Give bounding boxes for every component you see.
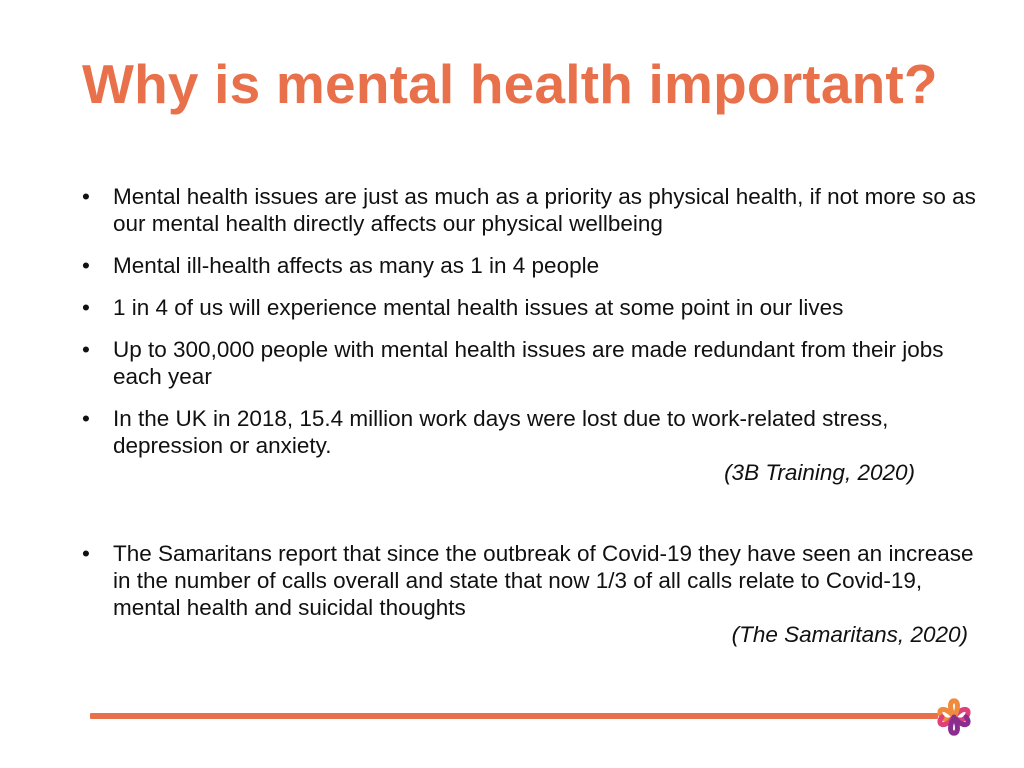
bullet-text: • The Samaritans report that since the outbreak of Covid-19 they have seen an increase in the number of calls overall and state that now 1/3 of all calls relate to Covid-19, mental health and suicidal thoughts [113,541,974,620]
citation: (3B Training, 2020) [724,460,915,485]
bullet-item [78,294,978,321]
bullet-item [78,540,978,648]
bullet-item [78,252,978,279]
bullet-item [78,405,978,486]
bullet-item [78,336,978,390]
bullet-text: • Up to 300,000 people with mental health issues are made redundant from their jobs each year [113,337,944,389]
bullet-text: • 1 in 4 of us will experience mental health issues at some point in our lives [113,295,844,320]
footer-divider [90,713,938,719]
bullet-text: • Mental health issues are just as much as a priority as physical health, if not more so as our mental health directly affects our physical wellbeing [113,184,976,236]
slide-title: Why is mental health important? [82,53,938,115]
citation: (The Samaritans, 2020) [731,622,968,647]
interlocking-loops-logo-icon [934,698,974,736]
bullet-item [78,183,978,237]
bullet-text: • Mental ill-health affects as many as 1 in 4 people [113,253,600,278]
bullet-list [78,183,978,663]
bullet-text: • In the UK in 2018, 15.4 million work days were lost due to work-related stress, depression or anxiety. [113,406,889,458]
